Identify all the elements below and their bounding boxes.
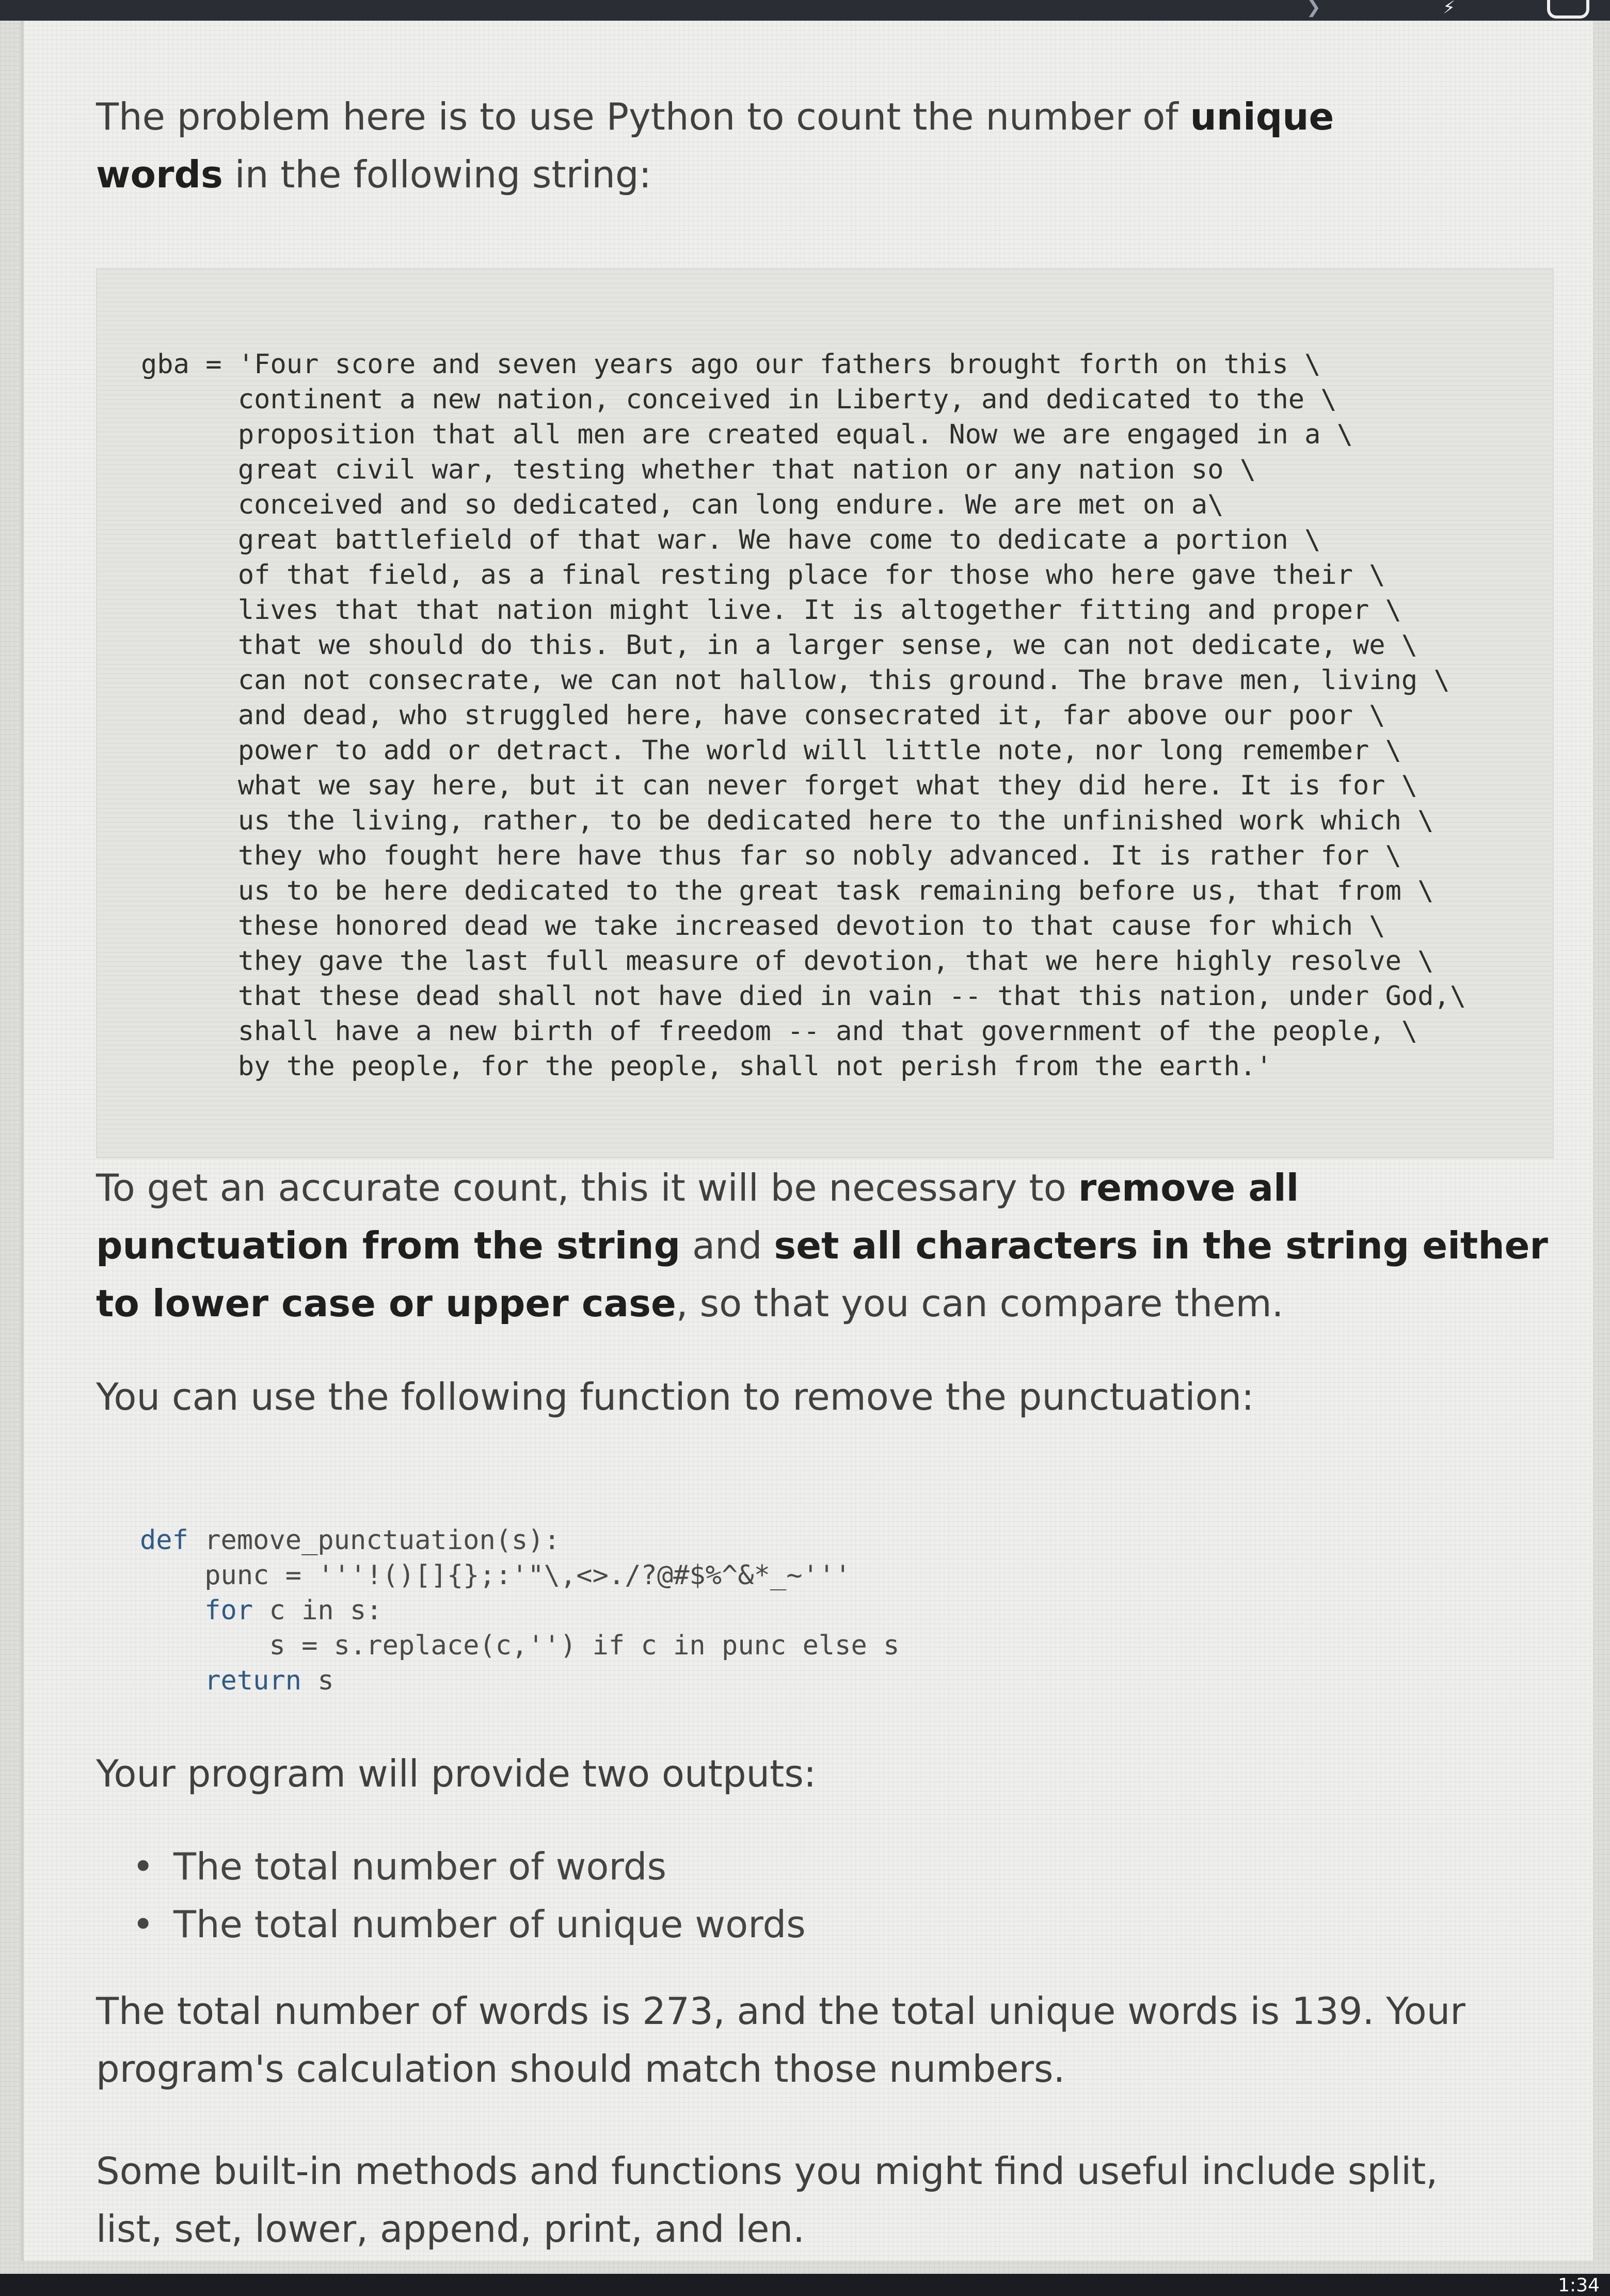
totals-paragraph: The total number of words is 273, and the total unique words is 139. Your program's calculation should match those numbers. xyxy=(96,1989,1465,2091)
code-block xyxy=(96,268,1554,1158)
assignment-page xyxy=(21,21,1593,2261)
code-keyword: for xyxy=(140,1595,253,1626)
intro-text: The problem here is to use Python to count the number of xyxy=(96,95,1190,138)
code-text: s = s.replace(c,'') if c in punc else s xyxy=(140,1630,900,1661)
accuracy-text: To get an accurate count, this it will be necessary to xyxy=(96,1166,1078,1209)
accuracy-paragraph xyxy=(96,1159,1552,1332)
intro-text-end: in the following string: xyxy=(222,153,651,196)
list-item xyxy=(132,1838,806,1895)
code-text: punc = '''!()[]{};:'"\,<>./?@#$%^&*_~''' xyxy=(140,1560,851,1591)
taskbar-clock[interactable]: 1:34 xyxy=(1558,2275,1600,2296)
taskbar xyxy=(0,2274,1610,2296)
code-keyword: return xyxy=(140,1665,302,1696)
accuracy-bold-1: remove all punctuation from the string xyxy=(96,1166,1299,1267)
bullet-icon: • xyxy=(132,1903,154,1946)
function-intro: You can use the following function to remove the punctuation: xyxy=(96,1375,1254,1418)
list-item-text: The total number of words xyxy=(173,1845,666,1888)
accuracy-text-middle: and xyxy=(680,1224,774,1267)
code-text: remove_punctuation(s): xyxy=(188,1525,560,1556)
list-item xyxy=(132,1895,806,1953)
accuracy-bold-2: set all characters in the string either to lower case or upper case xyxy=(96,1224,1548,1325)
methods-paragraph: Some built-in methods and functions you might find useful include split, list, set, lower, append, print, and len. xyxy=(96,2149,1438,2251)
gettysburg-code: gba = 'Four score and seven years ago our fathers brought forth on this \ continent a new nation, conceived in Liberty, and dedicated to the \ proposition that all men are created equal. Now we are engaged in a \ great civil war, testing whether that nation or any nation so \ conceived and so dedicated, can long endure. We are met on a\ great battlefield of that war. We have come to dedicate a portion \ of that field, as a final resting place for those who here gave their \ lives that that nation might live. It is altogether fitting and proper \ that we should do this. But, in a larger sense, we can not dedicate, we \ can not consecrate, we can not hallow, this ground. The brave men, living \ and dead, who struggled here, have consecrated it, far above our poor \ power to add or detract. The world will little note, nor long remember \ what we say here, but it can never forget what they did here. It is for \ us the living, rather, to be dedicated here to the unfinished work which \ they who fought here have thus far so nobly advanced. It is rather for \ us to be here dedicated to the great task remaining before us, that from \ these honored dead we take increased devotion to that cause for which \ they gave the last full measure of devotion, that we here highly resolve \ that these dead shall not have died in vain -- that this nation, under God,\ shall have a new birth of freedom -- and that government of the people, \ by the people, for the people, shall not perish from the earth.' xyxy=(141,349,1466,1082)
window-icon[interactable] xyxy=(1547,0,1589,19)
code-text: s xyxy=(301,1665,334,1696)
top-bar xyxy=(0,0,1610,21)
code-text: c in s: xyxy=(253,1595,382,1626)
chevron-icon[interactable]: ❯ xyxy=(1306,0,1321,18)
intro-bold-text: unique words xyxy=(96,95,1334,196)
outputs-intro: Your program will provide two outputs: xyxy=(96,1752,817,1795)
function-code xyxy=(140,1523,899,1698)
list-item-text: The total number of unique words xyxy=(173,1903,806,1946)
code-keyword: def xyxy=(140,1525,188,1556)
accuracy-text-end: , so that you can compare them. xyxy=(676,1282,1284,1325)
outputs-list xyxy=(132,1838,806,1953)
lightning-icon[interactable]: ⚡ xyxy=(1443,0,1455,18)
intro-paragraph xyxy=(96,88,1438,203)
bullet-icon: • xyxy=(132,1845,154,1888)
